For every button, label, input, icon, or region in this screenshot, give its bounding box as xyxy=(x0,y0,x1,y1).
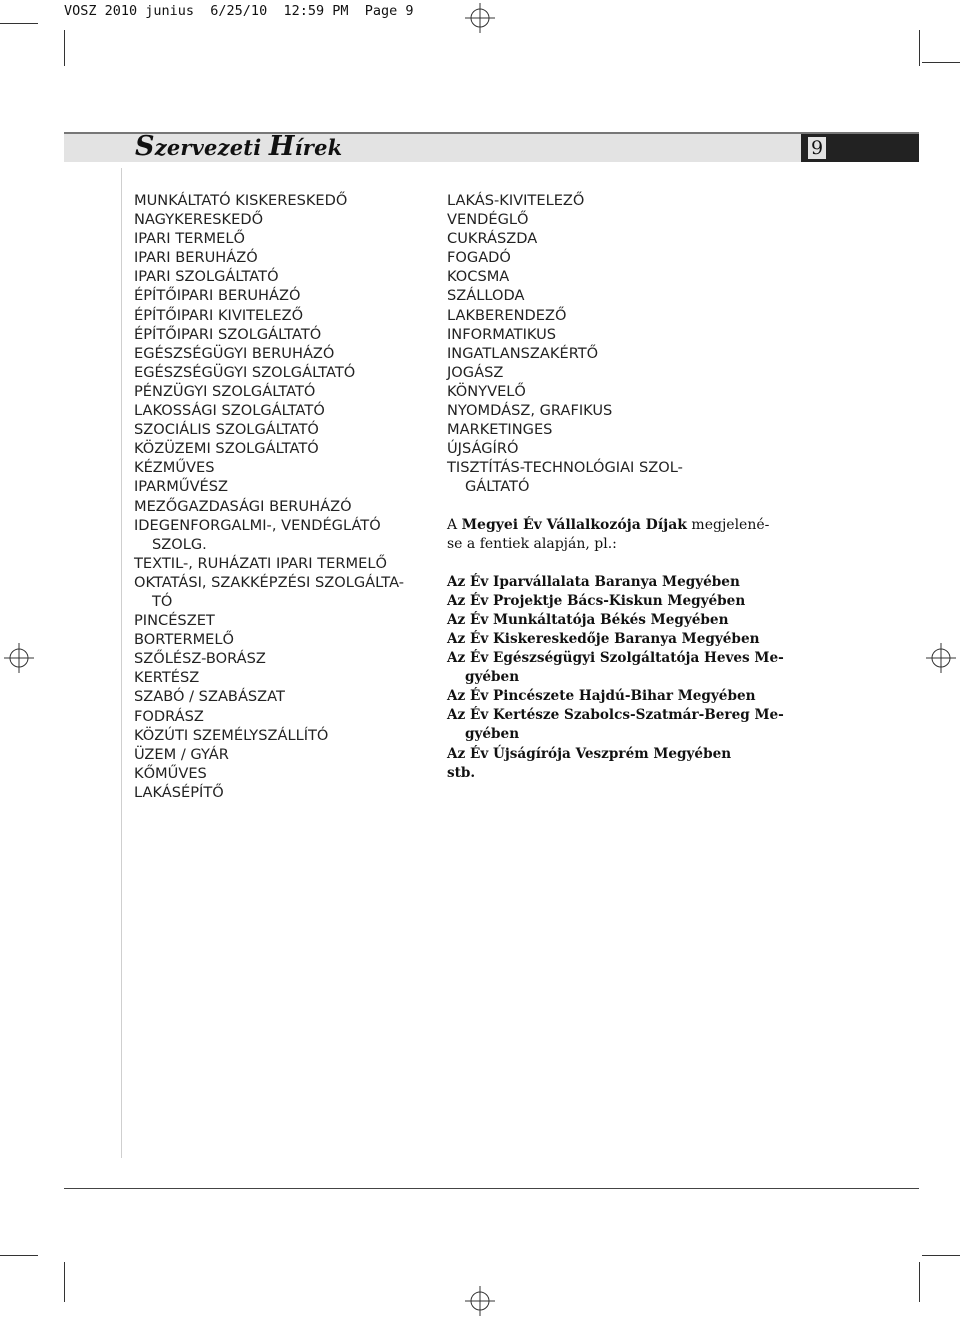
list-item: ÚJSÁGÍRÓ xyxy=(447,440,519,458)
list-item: IPARI TERMELŐ xyxy=(134,230,245,248)
award-item: Az Év Kiskereskedője Baranya Megyében xyxy=(447,630,760,647)
intro-suffix: megjelené- xyxy=(686,516,770,533)
intro-paragraph xyxy=(447,516,770,554)
list-item: INGATLANSZAKÉRTŐ xyxy=(447,344,599,362)
registration-mark-right xyxy=(926,643,956,673)
registration-mark-bottom xyxy=(465,1286,495,1316)
list-item: TISZTÍTÁS-TECHNOLÓGIAI SZOL- xyxy=(447,459,683,477)
list-item: CUKRÁSZDA xyxy=(447,230,538,248)
title-initial-s: S xyxy=(135,131,155,162)
list-item: KÖZÚTI SZEMÉLYSZÁLLÍTÓ xyxy=(134,726,329,744)
title-part-1: zervezeti xyxy=(154,135,269,160)
award-item: Az Év Projektje Bács-Kiskun Megyében xyxy=(447,592,746,609)
registration-mark-left xyxy=(4,643,34,673)
intro-line-2: se a fentiek alapján, pl.: xyxy=(447,535,617,552)
list-item: LAKOSSÁGI SZOLGÁLTATÓ xyxy=(134,402,325,420)
intro-bold: Megyei Év Vállalkozója Díjak xyxy=(461,516,687,533)
list-item: VENDÉGLŐ xyxy=(447,211,529,229)
crop-mark-top-right xyxy=(922,62,960,63)
section-title xyxy=(135,131,342,162)
list-item: MUNKÁLTATÓ KISKERESKEDŐ xyxy=(134,192,348,209)
list-item: NAGYKERESKEDŐ xyxy=(134,211,264,229)
award-item: Az Év Munkáltatója Békés Megyében xyxy=(447,611,729,628)
award-item: Az Év Újságírója Veszprém Megyében xyxy=(447,745,732,762)
list-item: SZABÓ / SZABÁSZAT xyxy=(134,688,285,706)
print-slug: VOSZ 2010 junius 6/25/10 12:59 PM Page 9 xyxy=(64,3,414,19)
list-item: SZŐLÉSZ-BORÁSZ xyxy=(134,650,266,668)
list-item: SZÁLLODA xyxy=(447,287,525,305)
list-item: INFORMATIKUS xyxy=(447,325,557,343)
list-item: LAKBERENDEZŐ xyxy=(447,306,567,324)
spacer xyxy=(447,554,747,573)
title-part-2: írek xyxy=(294,135,343,160)
list-item: EGÉSZSÉGÜGYI BERUHÁZÓ xyxy=(134,344,335,362)
list-item: MEZŐGAZDASÁGI BERUHÁZÓ xyxy=(134,497,352,515)
crop-mark-top-left xyxy=(0,23,38,24)
page-number: 9 xyxy=(808,137,826,159)
list-item: JOGÁSZ xyxy=(447,363,504,381)
list-item: EGÉSZSÉGÜGYI SZOLGÁLTATÓ xyxy=(134,363,356,381)
award-item-continuation: gyében xyxy=(465,669,520,686)
list-item: KÖNYVELŐ xyxy=(447,382,526,400)
list-item: NYOMDÁSZ, GRAFIKUS xyxy=(447,402,613,420)
crop-mark-bottom-right-v xyxy=(919,1262,920,1302)
list-item: OKTATÁSI, SZAKKÉPZÉSI SZOLGÁLTA- xyxy=(134,573,404,591)
award-item: Az Év Iparvállalata Baranya Megyében xyxy=(447,573,740,590)
registration-mark-top xyxy=(465,3,495,33)
footer-rule xyxy=(64,1188,919,1189)
award-item: stb. xyxy=(447,764,476,781)
list-item: MARKETINGES xyxy=(447,421,553,439)
spacer xyxy=(447,497,747,516)
crop-mark-bottom-left-v xyxy=(64,1262,65,1302)
list-item: PÉNZÜGYI SZOLGÁLTATÓ xyxy=(134,382,316,400)
list-item: KERTÉSZ xyxy=(134,669,200,687)
list-item: IDEGENFORGALMI-, VENDÉGLÁTÓ xyxy=(134,516,381,534)
list-item: KÉZMŰVES xyxy=(134,459,215,477)
award-item-continuation: gyében xyxy=(465,726,520,743)
list-item: SZOCIÁLIS SZOLGÁLTATÓ xyxy=(134,421,319,439)
list-item: IPARI SZOLGÁLTATÓ xyxy=(134,268,279,286)
list-item: ÉPÍTŐIPARI BERUHÁZÓ xyxy=(134,287,301,305)
column-rule xyxy=(121,168,122,1158)
list-item: KŐMŰVES xyxy=(134,764,207,782)
list-item: FOGADÓ xyxy=(447,249,511,267)
award-item: Az Év Pincészete Hajdú-Bihar Megyében xyxy=(447,688,756,705)
list-item: LAKÁSÉPÍTŐ xyxy=(134,783,224,801)
list-item: ÉPÍTŐIPARI SZOLGÁLTATÓ xyxy=(134,325,322,343)
list-item: FODRÁSZ xyxy=(134,707,204,725)
list-item: IPARI BERUHÁZÓ xyxy=(134,249,258,267)
intro-prefix: A xyxy=(447,516,462,533)
list-item: BORTERMELŐ xyxy=(134,631,235,649)
list-item-continuation: GÁLTATÓ xyxy=(465,478,530,496)
crop-mark-bottom-right xyxy=(922,1255,960,1256)
crop-mark-bottom-left xyxy=(0,1255,38,1256)
list-item: ÜZEM / GYÁR xyxy=(134,745,229,763)
list-item-continuation: TÓ xyxy=(152,592,173,610)
crop-mark-top-left-v xyxy=(64,30,65,66)
crop-mark-top-right-v xyxy=(919,30,920,66)
award-item: Az Év Egészségügyi Szolgáltatója Heves Me- xyxy=(447,650,784,667)
left-column xyxy=(134,191,434,802)
list-item: ÉPÍTŐIPARI KIVITELEZŐ xyxy=(134,306,304,324)
title-initial-h: H xyxy=(268,131,295,162)
list-item-continuation: SZOLG. xyxy=(152,535,207,553)
award-item: Az Év Kertésze Szabolcs-Szatmár-Bereg Me- xyxy=(447,707,784,724)
list-item: PINCÉSZET xyxy=(134,612,215,630)
list-item: TEXTIL-, RUHÁZATI IPARI TERMELŐ xyxy=(134,554,387,572)
list-item: IPARMŰVÉSZ xyxy=(134,478,229,496)
list-item: KOCSMA xyxy=(447,268,510,286)
awards-list xyxy=(447,573,784,783)
list-item: LAKÁS-KIVITELEZŐ xyxy=(447,192,585,209)
right-column xyxy=(447,191,784,783)
list-item: KÖZÜZEMI SZOLGÁLTATÓ xyxy=(134,440,319,458)
